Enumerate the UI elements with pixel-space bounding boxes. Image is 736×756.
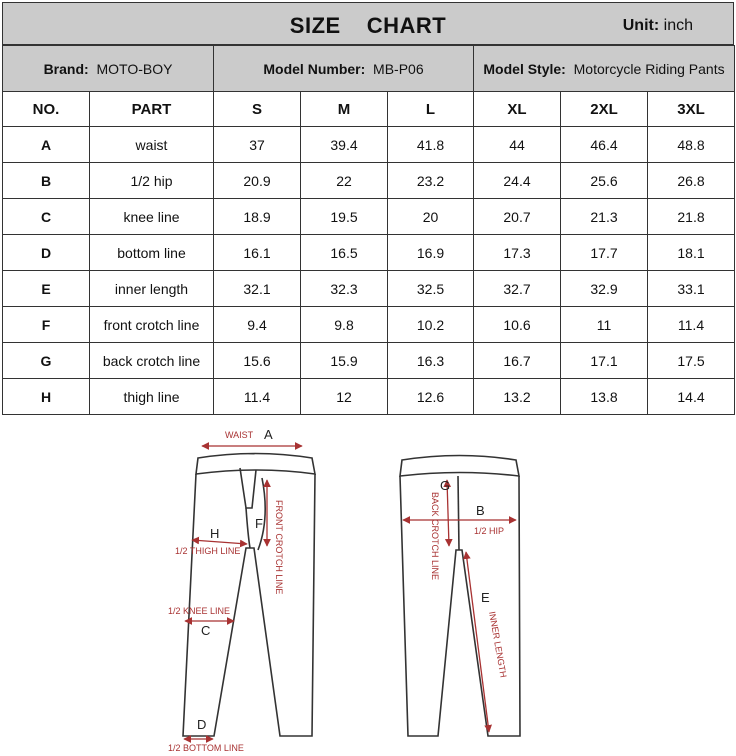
- size-value-cell: 33.1: [648, 271, 735, 307]
- row-letter: D: [3, 235, 90, 271]
- table-row: [3, 307, 735, 343]
- column-header: S: [214, 92, 301, 127]
- size-value-cell: 10.2: [388, 307, 474, 343]
- front-labels: [168, 427, 284, 753]
- size-value-cell: 32.9: [561, 271, 648, 307]
- size-value-cell: 22: [301, 163, 388, 199]
- table-row: [3, 343, 735, 379]
- front-pocket: [258, 478, 265, 550]
- title-chart: CHART: [366, 13, 447, 38]
- size-value-cell: 48.8: [648, 127, 735, 163]
- size-value-cell: 24.4: [474, 163, 561, 199]
- size-value-cell: 20: [388, 199, 474, 235]
- letter-f: F: [255, 516, 263, 531]
- column-header: L: [388, 92, 474, 127]
- size-value-cell: 32.7: [474, 271, 561, 307]
- size-value-cell: 17.7: [561, 235, 648, 271]
- size-value-cell: 18.1: [648, 235, 735, 271]
- size-value-cell: 9.8: [301, 307, 388, 343]
- letter-a: A: [264, 427, 273, 442]
- size-value-cell: 44: [474, 127, 561, 163]
- unit-value: inch: [663, 17, 693, 34]
- table-row: [3, 379, 735, 415]
- row-part: back crotch line: [90, 343, 214, 379]
- letter-b: B: [476, 503, 485, 518]
- model-style-label: Model Style:: [483, 60, 566, 77]
- model-style-value: Motorcycle Riding Pants: [573, 60, 725, 77]
- size-value-cell: 37: [214, 127, 301, 163]
- size-value-cell: 39.4: [301, 127, 388, 163]
- row-letter: E: [3, 271, 90, 307]
- letter-c: C: [201, 623, 211, 638]
- inner-length-label: INNER LENGTH: [487, 610, 509, 679]
- size-value-cell: 11.4: [648, 307, 735, 343]
- row-part: knee line: [90, 199, 214, 235]
- size-value-cell: 32.3: [301, 271, 388, 307]
- size-value-cell: 18.9: [214, 199, 301, 235]
- row-letter: A: [3, 127, 90, 163]
- size-value-cell: 16.5: [301, 235, 388, 271]
- size-value-cell: 10.6: [474, 307, 561, 343]
- size-value-cell: 9.4: [214, 307, 301, 343]
- model-style-cell: [474, 46, 735, 92]
- title-size: SIZE: [289, 13, 341, 38]
- row-part: 1/2 hip: [90, 163, 214, 199]
- column-header: NO.: [3, 92, 90, 127]
- size-value-cell: 19.5: [301, 199, 388, 235]
- size-value-cell: 21.3: [561, 199, 648, 235]
- size-value-cell: 20.7: [474, 199, 561, 235]
- size-value-cell: 13.8: [561, 379, 648, 415]
- table-row: [3, 163, 735, 199]
- letter-g: G: [440, 478, 451, 493]
- column-header: 2XL: [561, 92, 648, 127]
- size-value-cell: 21.8: [648, 199, 735, 235]
- letter-h: H: [210, 526, 220, 541]
- model-number-label: Model Number:: [263, 60, 366, 77]
- waist-label: WAIST: [225, 430, 254, 440]
- letter-d: D: [197, 717, 207, 732]
- back-waistband: [400, 456, 519, 477]
- model-number-cell: [214, 46, 474, 92]
- back-measurements: [403, 480, 516, 732]
- front-legs-outline: [183, 474, 315, 736]
- pants-measurement-diagram: [0, 418, 736, 756]
- table-row: [3, 235, 735, 271]
- size-value-cell: 16.3: [388, 343, 474, 379]
- brand-cell: [3, 46, 214, 92]
- hip-label: 1/2 HIP: [474, 526, 505, 536]
- table-row: [3, 271, 735, 307]
- column-header: M: [301, 92, 388, 127]
- row-part: thigh line: [90, 379, 214, 415]
- row-letter: B: [3, 163, 90, 199]
- knee-label: 1/2 KNEE LINE: [168, 606, 231, 616]
- size-value-cell: 32.5: [388, 271, 474, 307]
- header-row: [3, 92, 735, 127]
- letter-e: E: [481, 590, 490, 605]
- size-value-cell: 41.8: [388, 127, 474, 163]
- size-value-cell: 12: [301, 379, 388, 415]
- row-letter: F: [3, 307, 90, 343]
- table-row: [3, 127, 735, 163]
- size-value-cell: 14.4: [648, 379, 735, 415]
- size-value-cell: 17.5: [648, 343, 735, 379]
- row-part: waist: [90, 127, 214, 163]
- size-value-cell: 11.4: [214, 379, 301, 415]
- row-letter: C: [3, 199, 90, 235]
- column-header: XL: [474, 92, 561, 127]
- back-crotch-label: BACK CROTCH LINE: [430, 492, 440, 581]
- size-value-cell: 16.9: [388, 235, 474, 271]
- row-letter: H: [3, 379, 90, 415]
- back-seam: [458, 476, 459, 550]
- brand-value: MOTO-BOY: [96, 60, 173, 77]
- front-crotch-label: FRONT CROTCH LINE: [274, 500, 284, 595]
- size-value-cell: 16.1: [214, 235, 301, 271]
- size-value-cell: 23.2: [388, 163, 474, 199]
- thigh-arrow: [192, 540, 247, 544]
- size-value-cell: 20.9: [214, 163, 301, 199]
- thigh-label: 1/2 THIGH LINE: [175, 546, 241, 556]
- size-value-cell: 46.4: [561, 127, 648, 163]
- info-row: [3, 46, 735, 92]
- brand-label: Brand:: [43, 60, 89, 77]
- front-pants-drawing: [183, 454, 315, 737]
- back-legs-outline: [400, 476, 520, 736]
- size-value-cell: 16.7: [474, 343, 561, 379]
- size-value-cell: 17.1: [561, 343, 648, 379]
- title-bar: [2, 2, 734, 45]
- size-value-cell: 32.1: [214, 271, 301, 307]
- size-value-cell: 26.8: [648, 163, 735, 199]
- size-value-cell: 12.6: [388, 379, 474, 415]
- front-fly: [240, 468, 256, 508]
- size-value-cell: 25.6: [561, 163, 648, 199]
- bottom-label: 1/2 BOTTOM LINE: [168, 743, 244, 753]
- size-table: [2, 45, 735, 415]
- inner-length-arrow: [466, 552, 489, 732]
- unit-label: Unit:: [622, 17, 660, 34]
- size-value-cell: 15.9: [301, 343, 388, 379]
- front-seam: [246, 508, 250, 548]
- size-value-cell: 15.6: [214, 343, 301, 379]
- column-header: PART: [90, 92, 214, 127]
- unit-indicator: [623, 17, 693, 35]
- size-value-cell: 11: [561, 307, 648, 343]
- back-pants-drawing: [400, 456, 520, 737]
- column-header: 3XL: [648, 92, 735, 127]
- size-value-cell: 17.3: [474, 235, 561, 271]
- model-number-value: MB-P06: [373, 60, 424, 77]
- row-letter: G: [3, 343, 90, 379]
- row-part: inner length: [90, 271, 214, 307]
- size-value-cell: 13.2: [474, 379, 561, 415]
- row-part: front crotch line: [90, 307, 214, 343]
- table-row: [3, 199, 735, 235]
- row-part: bottom line: [90, 235, 214, 271]
